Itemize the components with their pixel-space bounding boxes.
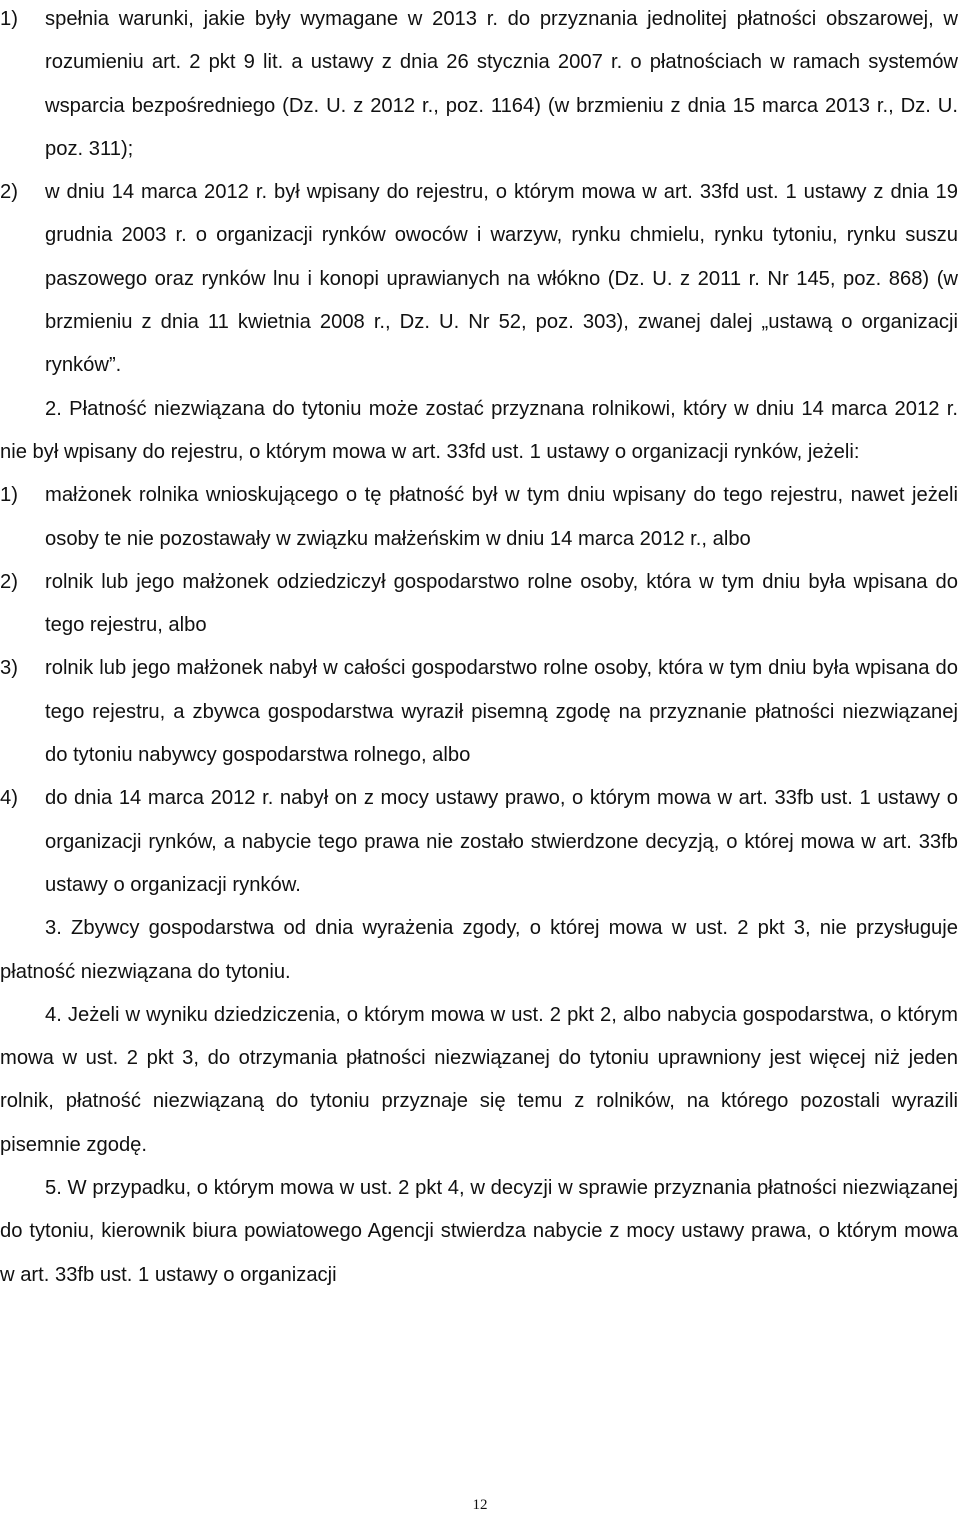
list-item-text: w dniu 14 marca 2012 r. był wpisany do rejestru, o którym mowa w art. 33fd ust. 1 ustawy z dnia 19 grudnia 2003 r. o organizacji rynków owoców i warzyw, rynku chmielu, rynku tytoniu, rynku suszu paszowego oraz rynków lnu i konopi uprawianych na włókno (Dz. U. z 2011 r. Nr 145, poz. 868) (w brzmieniu z dnia 11 kwietnia 2008 r., Dz. U. Nr 52, poz. 303), zwanej dalej „ustawą o organizacji rynków”. (45, 181, 958, 377)
list-item (0, 0, 958, 171)
list-item (0, 171, 958, 387)
paragraph: 4. Jeżeli w wyniku dziedziczenia, o którym mowa w ust. 2 pkt 2, albo nabycia gospodarstwa, o którym mowa w ust. 2 pkt 3, do otrzymania płatności niezwiązanej do tytoniu uprawniony jest więcej niż jeden rolnik, płatność niezwiązaną do tytoniu przyznaje się temu z rolników, na którego pozostali wyrazili pisemnie zgodę. (0, 1003, 958, 1156)
list-item (0, 474, 958, 561)
list-item (0, 777, 958, 907)
paragraph: 2. Płatność niezwiązana do tytoniu może zostać przyznana rolnikowi, który w dniu 14 marca 2012 r. nie był wpisany do rejestru, o którym mowa w art. 33fd ust. 1 ustawy o organizacji rynków, jeżeli: (0, 397, 958, 463)
list-item-text: do dnia 14 marca 2012 r. nabył on z mocy ustawy prawo, o którym mowa w art. 33fb ust. 1 ustawy o organizacji rynków, a nabycie tego prawa nie zostało stwierdzone decyzją, o której mowa w art. 33fb ustawy o organizacji rynków. (45, 787, 958, 896)
list-item-text: małżonek rolnika wnioskującego o tę płatność był w tym dniu wpisany do tego rejestru, nawet jeżeli osoby te nie pozostawały w związku małżeńskim w dniu 14 marca 2012 r., albo (45, 484, 958, 550)
list-item-text: spełnia warunki, jakie były wymagane w 2013 r. do przyznania jednolitej płatności obszarowej, w rozumieniu art. 2 pkt 9 lit. a ustawy z dnia 26 stycznia 2007 r. o płatnościach w ramach systemów wsparcia bezpośredniego (Dz. U. z 2012 r., poz. 1164) (w brzmieniu z dnia 15 marca 2013 r., Dz. U. poz. 311); (45, 8, 958, 160)
list-item-text: rolnik lub jego małżonek odziedziczył gospodarstwo rolne osoby, która w tym dniu była wpisana do tego rejestru, albo (45, 570, 958, 637)
paragraph: 5. W przypadku, o którym mowa w ust. 2 pkt 4, w decyzji w sprawie przyznania płatności niezwiązanej do tytoniu, kierownik biura powiatowego Agencji stwierdza nabycie z mocy ustawy prawa, o którym mowa w art. 33fb ust. 1 ustawy o organizacji (0, 1177, 958, 1286)
list-item-number: 1) (0, 484, 18, 507)
list-item (0, 561, 958, 648)
list-item-number: 3) (0, 657, 18, 680)
list-item-number: 4) (0, 787, 18, 810)
paragraph: 3. Zbywcy gospodarstwa od dnia wyrażenia zgody, o której mowa w ust. 2 pkt 3, nie przysługuje płatność niezwiązana do tytoniu. (0, 917, 958, 983)
list-item-text: rolnik lub jego małżonek nabył w całości gospodarstwo rolne osoby, która w tym dniu była wpisana do tego rejestru, a zbywca gospodarstwa wyraził pisemną zgodę na przyznanie płatności niezwiązanej do tytoniu nabywcy gospodarstwa rolnego, albo (45, 657, 958, 767)
page-number: 12 (472, 1497, 488, 1513)
list-item (0, 647, 958, 777)
list-item-number: 1) (0, 8, 18, 30)
list-item-number: 2) (0, 181, 18, 204)
list-item-number: 2) (0, 570, 18, 593)
